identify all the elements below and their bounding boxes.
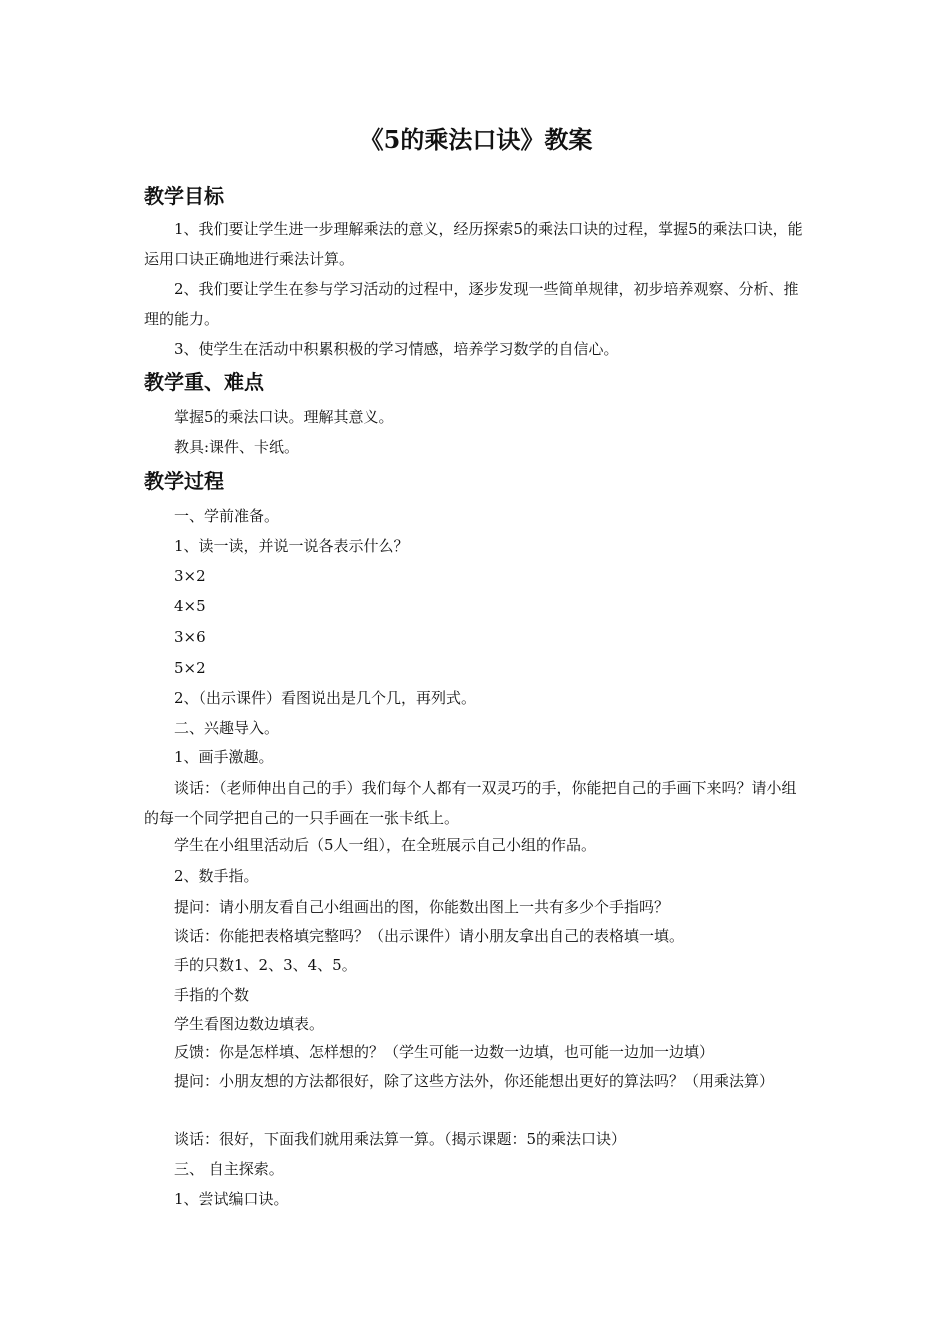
section-heading-objectives: 教学目标 (144, 184, 224, 208)
paragraph: 三、 自主探索。 (174, 1160, 284, 1178)
section-heading-key-points: 教学重、难点 (144, 370, 264, 394)
paragraph: 掌握5的乘法口诀。理解其意义。 (174, 408, 394, 426)
paragraph: 手指的个数 (174, 986, 250, 1004)
paragraph: 学生看图边数边填表。 (174, 1015, 325, 1033)
paragraph: 反馈：你是怎样填、怎样想的？（学生可能一边数一边填，也可能一边加一边填） (174, 1043, 715, 1061)
paragraph: 学生在小组里活动后（5人一组），在全班展示自己小组的作品。 (174, 836, 597, 854)
paragraph: 二、兴趣导入。 (174, 719, 280, 737)
paragraph: 2、数手指。 (174, 867, 259, 885)
paragraph: 谈话：你能把表格填完整吗？（出示课件）请小朋友拿出自己的表格填一填。 (174, 927, 685, 945)
expression-item: 5×2 (174, 659, 206, 677)
paragraph: 2、（出示课件）看图说出是几个几，再列式。 (174, 689, 477, 707)
paragraph: 谈话：（老师伸出自己的手）我们每个人都有一双灵巧的手，你能把自己的手画下来吗？请小组的每一个同学把自己的一只手画在一张卡纸上。 (144, 779, 797, 827)
document-title: 《5的乘法口诀》教案 (359, 125, 593, 154)
expression-item: 4×5 (174, 597, 206, 615)
expression-item: 3×2 (174, 567, 206, 585)
section-heading-process: 教学过程 (144, 469, 224, 493)
paragraph: 提问：请小朋友看自己小组画出的图，你能数出图上一共有多少个手指吗？ (174, 898, 670, 916)
paragraph: 一、学前准备。 (174, 507, 280, 525)
paragraph: 提问：小朋友想的方法都很好，除了这些方法外，你还能想出更好的算法吗？（用乘法算） (174, 1072, 775, 1090)
expression-item: 3×6 (174, 628, 206, 646)
paragraph: 1、画手激趣。 (174, 748, 274, 766)
paragraph: 1、读一读，并说一说各表示什么？ (174, 537, 409, 555)
paragraph: 1、尝试编口诀。 (174, 1190, 289, 1208)
paragraph: 2、我们要让学生在参与学习活动的过程中，逐步发现一些简单规律，初步培养观察、分析、推理的能力。 (144, 280, 799, 328)
paragraph: 3、使学生在活动中积累积极的学习情感，培养学习数学的自信心。 (174, 340, 619, 358)
paragraph: 手的只数1、2、3、4、5。 (174, 956, 357, 974)
paragraph: 教具:课件、卡纸。 (174, 438, 300, 456)
paragraph: 1、我们要让学生进一步理解乘法的意义，经历探索5的乘法口诀的过程，掌握5的乘法口诀，能运用口诀正确地进行乘法计算。 (144, 220, 803, 268)
paragraph: 谈话：很好，下面我们就用乘法算一算。（揭示课题：5的乘法口诀） (174, 1130, 627, 1148)
